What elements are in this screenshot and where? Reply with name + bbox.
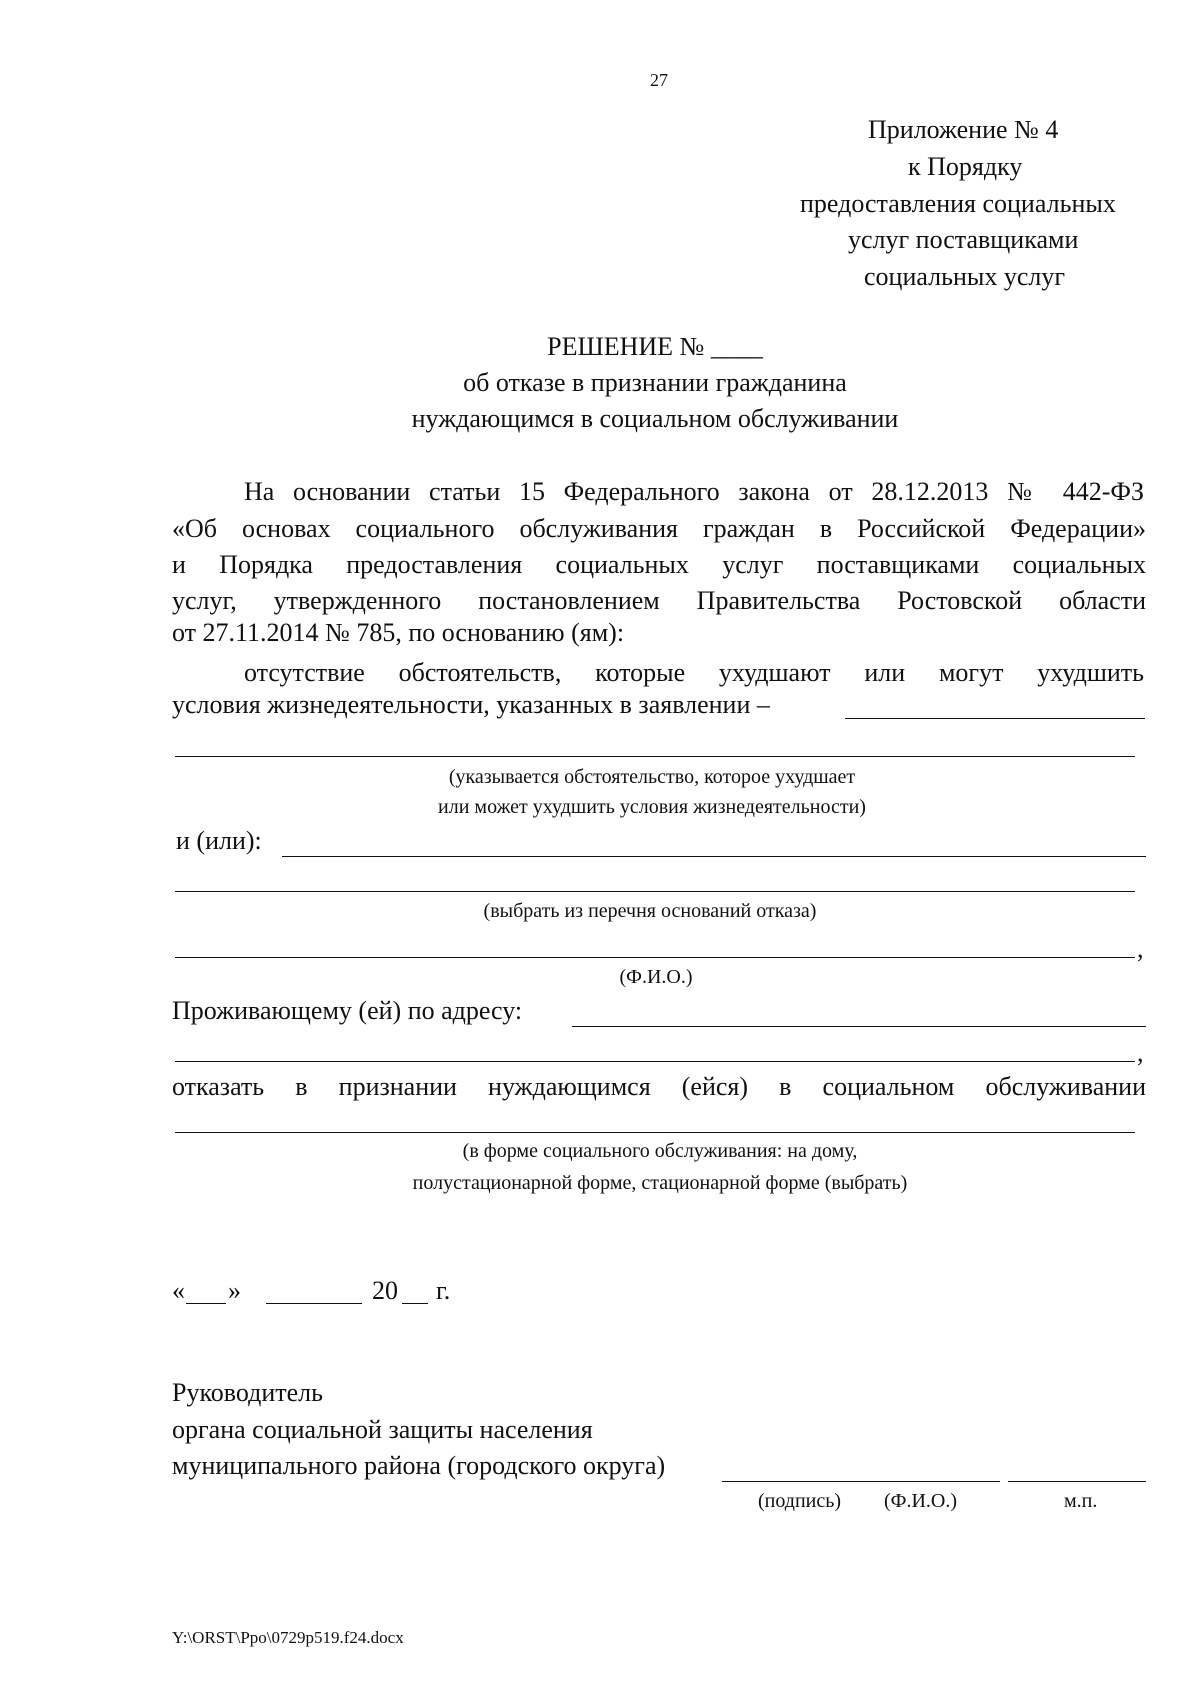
address-field-2[interactable] [175, 1061, 1135, 1062]
circumstance-field-2[interactable] [175, 756, 1135, 757]
date-month-field[interactable] [266, 1303, 362, 1304]
service-form-hint-2: полустационарной форме, стационарной форме (выбрать) [412, 1172, 908, 1194]
signature-field[interactable] [722, 1481, 1000, 1482]
paragraph-2-line-1: отсутствие обстоятельств, которые ухудшают или могут ухудшить [244, 658, 1144, 687]
circumstance-field-1[interactable] [845, 718, 1145, 719]
address-comma: , [1137, 1038, 1144, 1067]
date-year-prefix: 20 [372, 1276, 398, 1305]
service-form-hint-1: (в форме социального обслуживания: на дому, [462, 1140, 858, 1162]
paragraph-2-line-2: условия жизнедеятельности, указанных в заявлении – [172, 690, 770, 719]
footer-file-path: Y:\ORST\Ppo\0729p519.f24.docx [172, 1628, 404, 1647]
paragraph-1-line-5: от 27.11.2014 № 785, по основанию (ям): [172, 618, 625, 647]
circumstance-hint-2: или может ухудшить условия жизнедеятельности) [438, 796, 866, 818]
and-or-label: и (или): [176, 826, 262, 855]
date-year-field[interactable] [402, 1303, 428, 1304]
appendix-line-3: предоставления социальных [800, 189, 1116, 218]
paragraph-1-line-4: услуг, утвержденного постановлением Правительства Ростовской области [172, 586, 1146, 615]
signature-fio-field[interactable] [1008, 1481, 1146, 1482]
page-number: 27 [650, 70, 668, 90]
address-label: Проживающему (ей) по адресу: [172, 996, 523, 1025]
document-subtitle-1: об отказе в признании гражданина [463, 368, 847, 397]
service-form-field[interactable] [175, 1132, 1135, 1133]
paragraph-1-line-1: На основании статьи 15 Федерального закона от 28.12.2013 № 442-ФЗ [244, 477, 1144, 506]
signature-caption-fio: (Ф.И.О.) [884, 1490, 958, 1512]
signature-caption-stamp: м.п. [1064, 1490, 1098, 1512]
paragraph-1-line-3: и Порядка предоставления социальных услуг поставщиками социальных [172, 550, 1146, 579]
fio-field[interactable] [175, 957, 1135, 958]
date-day-field[interactable] [186, 1303, 226, 1304]
appendix-line-5: социальных услуг [864, 262, 1066, 291]
refuse-line: отказать в признании нуждающимся (ейся) в социальном обслуживании [172, 1072, 1146, 1101]
refusal-reason-field-1[interactable] [282, 856, 1146, 857]
signature-line-3: муниципального района (городского округа) [172, 1451, 666, 1480]
date-open-quote: « [172, 1276, 185, 1305]
signature-caption-sign: (подпись) [758, 1490, 842, 1512]
address-field-1[interactable] [572, 1026, 1146, 1027]
signature-line-1: Руководитель [172, 1378, 323, 1407]
refusal-reason-hint: (выбрать из перечня оснований отказа) [483, 900, 817, 922]
document-title: РЕШЕНИЕ № ____ [547, 332, 763, 361]
circumstance-hint-1: (указывается обстоятельство, которое ухудшает [448, 766, 856, 788]
refusal-reason-field-2[interactable] [175, 891, 1135, 892]
paragraph-1-line-2: «Об основах социального обслуживания граждан в Российской Федерации» [172, 514, 1146, 543]
fio-comma: , [1137, 934, 1144, 963]
date-year-suffix: г. [436, 1276, 451, 1305]
document-subtitle-2: нуждающимся в социальном обслуживании [411, 404, 899, 433]
date-close-quote: » [228, 1276, 241, 1305]
signature-line-2: органа социальной защиты населения [172, 1415, 593, 1444]
appendix-line-2: к Порядку [908, 152, 1023, 181]
fio-hint: (Ф.И.О.) [619, 966, 693, 988]
appendix-line-4: услуг поставщиками [848, 225, 1079, 254]
appendix-line-1: Приложение № 4 [868, 115, 1059, 144]
